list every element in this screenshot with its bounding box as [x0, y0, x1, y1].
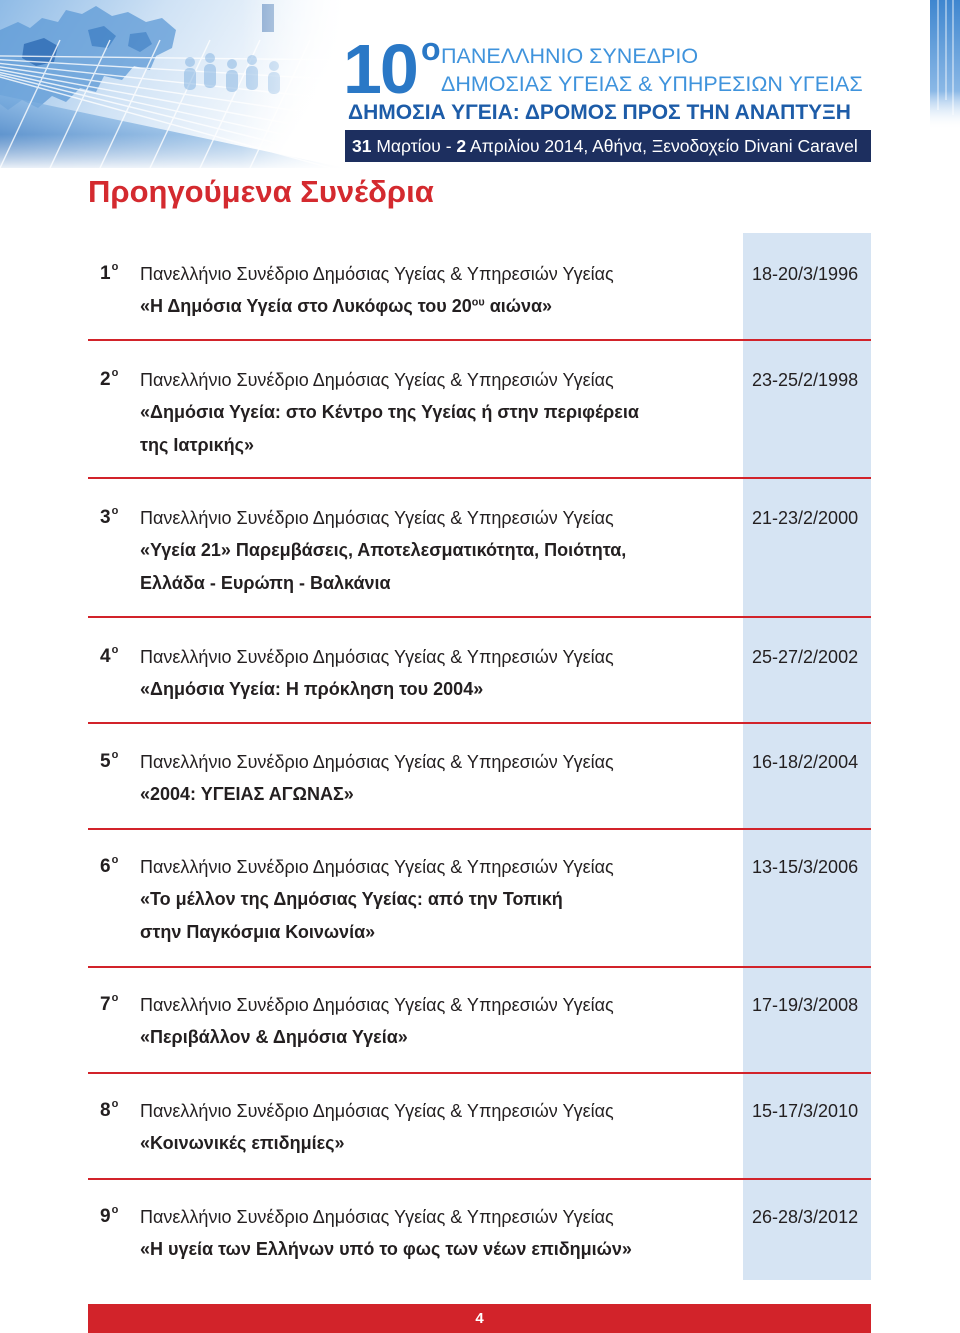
ordinal-number: 8	[100, 1099, 111, 1121]
conference-theme-line: στην Παγκόσμια Κοινωνία»	[140, 921, 376, 942]
conference-ordinal	[100, 1095, 118, 1128]
conference-date: 21-23/2/2000	[752, 507, 859, 528]
row-divider	[88, 616, 871, 618]
conference-theme-line: «Κοινωνικές επιδημίες»	[140, 1133, 345, 1153]
conference-ordinal	[100, 364, 118, 397]
ordinal-suffix: ο	[111, 1203, 119, 1216]
ordinal-number: 6	[100, 855, 111, 877]
conference-name: Πανελλήνιο Συνέδριο Δημόσιας Υγείας & Υπηρεσιών Υγείας	[140, 507, 614, 528]
ordinal-number: 2	[100, 368, 111, 390]
conference-ordinal	[100, 258, 118, 291]
conference-ordinal	[100, 641, 118, 674]
conference-date: 25-27/2/2002	[752, 646, 859, 667]
row-divider	[88, 722, 871, 724]
date-end-details: Απριλίου 2014, Αθήνα, Ξενοδοχείο Divani Caravel	[466, 136, 858, 156]
conference-date: 17-19/3/2008	[752, 994, 859, 1015]
ordinal-suffix: ο	[111, 504, 119, 517]
theme-text-end: αιώνα»	[484, 296, 553, 316]
logo-illustration	[0, 0, 345, 168]
conference-name: Πανελλήνιο Συνέδριο Δημόσιας Υγείας & Υπηρεσιών Υγείας	[140, 263, 614, 284]
row-divider	[88, 828, 871, 830]
conference-date: 26-28/3/2012	[752, 1206, 859, 1227]
date-start-day: 31	[352, 136, 372, 156]
conference-description	[140, 1095, 735, 1160]
conference-theme-heading: ΔΗΜΟΣΙΑ ΥΓΕΙΑ: ΔΡΟΜΟΣ ΠΡΟΣ ΤΗΝ ΑΝΑΠΤΥΞΗ	[348, 101, 851, 124]
decorative-corner-strip	[930, 0, 960, 130]
ordinal-number: 4	[100, 645, 111, 667]
conference-ordinal	[100, 746, 118, 779]
conference-theme-line	[140, 290, 735, 323]
ordinal-suffix: ο	[111, 1097, 119, 1110]
conference-name: Πανελλήνιο Συνέδριο Δημόσιας Υγείας & Υπηρεσιών Υγείας	[140, 1100, 614, 1121]
conference-description	[140, 502, 735, 600]
conference-date: 23-25/2/1998	[752, 369, 859, 390]
conference-date-bar	[345, 130, 871, 162]
page-footer-bar	[88, 1304, 871, 1333]
ordinal-suffix: ο	[111, 260, 119, 273]
row-divider	[88, 1072, 871, 1074]
conference-description	[140, 1201, 735, 1266]
date-end-day: 2	[456, 136, 467, 156]
conference-name: Πανελλήνιο Συνέδριο Δημόσιας Υγείας & Υπηρεσιών Υγείας	[140, 1206, 614, 1227]
conference-ordinal	[100, 851, 118, 884]
conference-name: Πανελλήνιο Συνέδριο Δημόσιας Υγείας & Υπηρεσιών Υγείας	[140, 646, 614, 667]
conference-name: Πανελλήνιο Συνέδριο Δημόσιας Υγείας & Υπηρεσιών Υγείας	[140, 856, 614, 877]
conference-logo-graphic	[0, 0, 345, 168]
conference-title-line-1: ΠΑΝΕΛΛΗΝΙΟ ΣΥΝΕΔΡΙΟ	[441, 44, 699, 68]
conference-ordinal	[100, 989, 118, 1022]
conference-name: Πανελλήνιο Συνέδριο Δημόσιας Υγείας & Υπηρεσιών Υγείας	[140, 994, 614, 1015]
conference-theme-line: «Δημόσια Υγεία: Η πρόκληση του 2004»	[140, 679, 484, 699]
conference-theme-line: «Περιβάλλον & Δημόσια Υγεία»	[140, 1027, 408, 1047]
edition-number-suffix: ο	[421, 31, 441, 67]
conference-description	[140, 258, 735, 323]
conference-theme-line: «Το μέλλον της Δημόσιας Υγείας: από την Τοπική	[140, 889, 563, 909]
conference-description	[140, 989, 735, 1054]
conference-theme-line: «Η υγεία των Ελλήνων υπό το φως των νέων επιδημιών»	[140, 1239, 632, 1259]
conference-theme-line: «2004: ΥΓΕΙΑΣ ΑΓΩΝΑΣ»	[140, 784, 354, 804]
row-divider	[88, 339, 871, 341]
ordinal-suffix: ο	[111, 991, 119, 1004]
conference-theme-line: «Υγεία 21» Παρεμβάσεις, Αποτελεσματικότητα, Ποιότητα,	[140, 540, 627, 560]
page-number: 4	[475, 1310, 484, 1327]
conference-title-line-2: ΔΗΜΟΣΙΑΣ ΥΓΕΙΑΣ & ΥΠΗΡΕΣΙΩΝ ΥΓΕΙΑΣ	[441, 72, 863, 96]
ordinal-number: 7	[100, 993, 111, 1015]
conference-description	[140, 746, 735, 811]
theme-text: «Η Δημόσια Υγεία στο Λυκόφως του 20	[140, 296, 472, 316]
conference-date: 15-17/3/2010	[752, 1100, 859, 1121]
section-title: Προηγούμενα Συνέδρια	[88, 174, 434, 209]
conference-theme-line: της Ιατρικής»	[140, 434, 255, 455]
row-divider	[88, 966, 871, 968]
row-divider	[88, 1178, 871, 1180]
ordinal-number: 3	[100, 506, 111, 528]
edition-number-digits: 10	[343, 30, 417, 108]
ordinal-suffix: ο	[111, 366, 119, 379]
conference-description	[140, 364, 735, 462]
conference-description	[140, 641, 735, 706]
conference-name: Πανελλήνιο Συνέδριο Δημόσιας Υγείας & Υπηρεσιών Υγείας	[140, 369, 614, 390]
ordinal-number: 1	[100, 262, 111, 284]
ordinal-number: 5	[100, 750, 111, 772]
date-start-month: Μαρτίου -	[371, 136, 457, 156]
conference-theme-line: Ελλάδα - Ευρώπη - Βαλκάνια	[140, 572, 391, 593]
theme-superscript: ου	[471, 296, 485, 309]
ordinal-number: 9	[100, 1205, 111, 1227]
conference-theme-line: «Δημόσια Υγεία: στο Κέντρο της Υγείας ή στην περιφέρεια	[140, 402, 639, 422]
conference-date: 16-18/2/2004	[752, 751, 859, 772]
ordinal-suffix: ο	[111, 748, 119, 761]
conference-date: 13-15/3/2006	[752, 856, 859, 877]
conference-date: 18-20/3/1996	[752, 263, 859, 284]
conference-description	[140, 851, 735, 949]
row-divider	[88, 477, 871, 479]
conference-ordinal	[100, 1201, 118, 1234]
ordinal-suffix: ο	[111, 853, 119, 866]
conference-ordinal	[100, 502, 118, 535]
edition-number	[343, 30, 453, 108]
conference-name: Πανελλήνιο Συνέδριο Δημόσιας Υγείας & Υπηρεσιών Υγείας	[140, 751, 614, 772]
ordinal-suffix: ο	[111, 643, 119, 656]
